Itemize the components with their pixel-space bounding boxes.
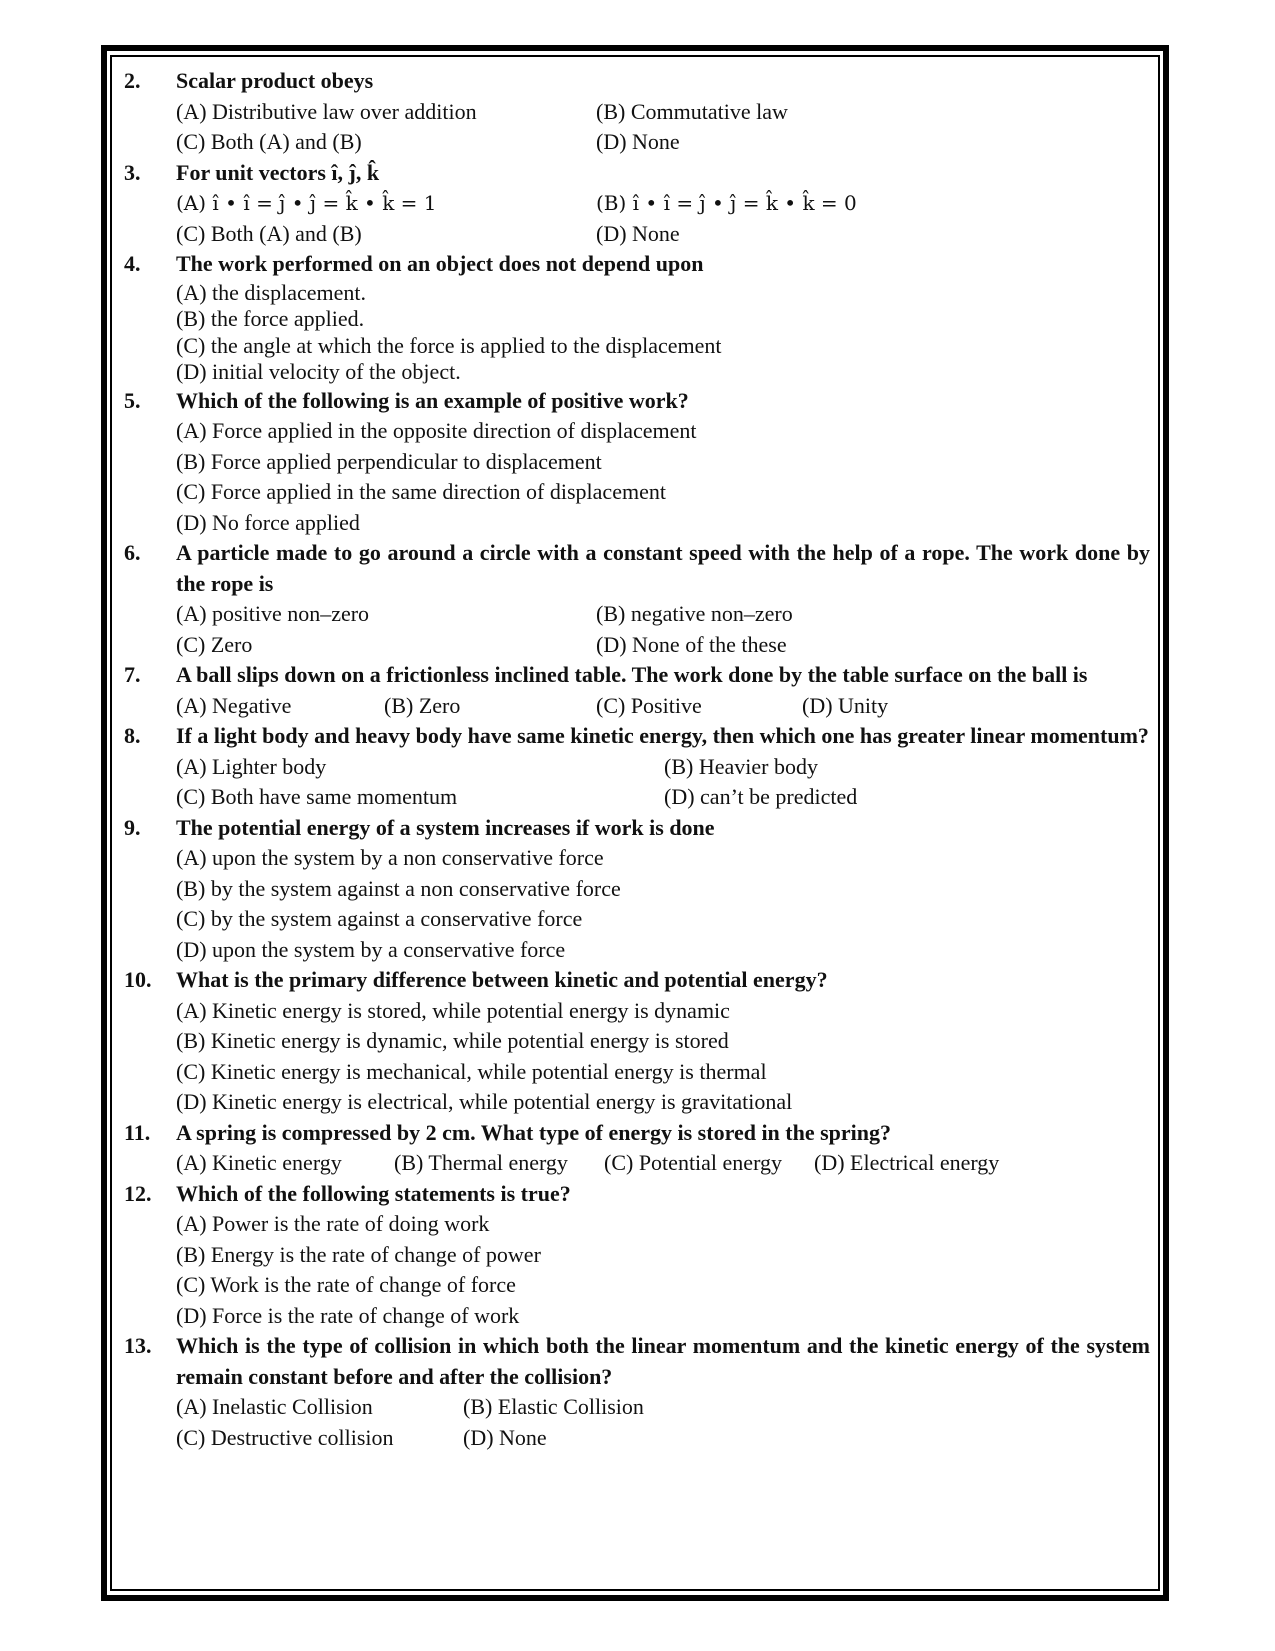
option-b: (B) Kinetic energy is dynamic, while potential energy is stored [176, 1028, 729, 1053]
question-number: 4. [124, 251, 141, 276]
option-b: (B) Thermal energy [394, 1150, 568, 1175]
option-b: (B) Heavier body [664, 753, 818, 779]
option-d: (D) Force is the rate of change of work [176, 1302, 520, 1328]
option-b: (B) negative non–zero [596, 601, 793, 626]
question-number: 8. [124, 723, 141, 748]
option-c: (C) Potential energy [604, 1150, 782, 1175]
question-stem: If a light body and heavy body have same kinetic energy, then which one has greater linear momentum? [176, 723, 1149, 748]
question-stem: The work performed on an object does not depend upon [176, 251, 704, 276]
option-b: (B) Elastic Collision [463, 1394, 644, 1419]
option-b: (B) the force applied. [176, 306, 365, 331]
option-b: (B) Zero [384, 692, 461, 718]
option-a: (A) î • î = ĵ • ĵ = k̂ • k̂ = 1 [176, 191, 437, 215]
question-number: 7. [124, 662, 141, 687]
option-d: (D) None of the these [596, 631, 787, 657]
question-4 [118, 249, 1150, 386]
question-number: 13. [124, 1333, 152, 1358]
option-d: (D) initial velocity of the object. [176, 359, 461, 384]
option-a: (A) Kinetic energy [176, 1150, 342, 1175]
question-stem: A spring is compressed by 2 cm. What type of energy is stored in the spring? [176, 1119, 892, 1145]
option-c: (C) Both (A) and (B) [176, 220, 362, 246]
option-d: (D) None [463, 1424, 547, 1450]
question-number: 11. [124, 1119, 151, 1145]
option-a: (A) Lighter body [176, 753, 327, 779]
option-a: (A) Distributive law over addition [176, 98, 477, 124]
option-c: (C) Kinetic energy is mechanical, while potential energy is thermal [176, 1058, 767, 1084]
question-13 [118, 1331, 1150, 1453]
option-c: (C) Both have same momentum [176, 784, 458, 809]
question-7 [118, 660, 1150, 721]
question-number: 2. [124, 68, 141, 93]
question-stem: For unit vectors î, ĵ, k̂ [176, 159, 380, 185]
question-stem: Which of the following statements is true? [176, 1180, 571, 1206]
option-b: (B) by the system against a non conservative force [176, 875, 621, 901]
option-d: (D) upon the system by a conservative force [176, 936, 566, 962]
option-a: (A) the displacement. [176, 279, 366, 305]
option-c: (C) Positive [596, 692, 702, 718]
option-c: (C) Destructive collision [176, 1424, 394, 1450]
option-d: (D) No force applied [176, 509, 360, 535]
question-number: 9. [124, 814, 141, 840]
option-c: (C) Force applied in the same direction of displacement [176, 479, 666, 504]
question-list [118, 66, 1150, 1453]
option-a: (A) Force applied in the opposite direction of displacement [176, 418, 697, 443]
question-stem: What is the primary difference between kinetic and potential energy? [176, 967, 828, 992]
question-stem: A particle made to go around a circle with a constant speed with the help of a rope. The work done by the rope is [176, 540, 1150, 596]
option-b: (B) î • î = ĵ • ĵ = k̂ • k̂ = 0 [596, 191, 857, 215]
question-stem: The potential energy of a system increases if work is done [176, 814, 715, 840]
option-d: (D) Kinetic energy is electrical, while potential energy is gravitational [176, 1089, 793, 1114]
option-b: (B) Force applied perpendicular to displacement [176, 448, 602, 474]
question-8 [118, 721, 1150, 813]
option-a: (A) Negative [176, 692, 292, 718]
question-number: 10. [124, 967, 152, 992]
question-stem: Which is the type of collision in which both the linear momentum and the kinetic energy of the system remain constant before and after the collision? [176, 1333, 1150, 1389]
question-stem: Scalar product obeys [176, 68, 374, 93]
option-d: (D) None [596, 220, 680, 246]
question-11 [118, 1118, 1150, 1179]
question-9 [118, 813, 1150, 966]
question-6 [118, 538, 1150, 660]
question-3 [118, 158, 1150, 250]
option-a: (A) Kinetic energy is stored, while potential energy is dynamic [176, 997, 730, 1023]
option-d: (D) Electrical energy [814, 1150, 1000, 1175]
question-stem: Which of the following is an example of positive work? [176, 387, 689, 413]
option-a: (A) upon the system by a non conservative force [176, 845, 604, 870]
question-stem: A ball slips down on a frictionless inclined table. The work done by the table surface on the ball is [176, 662, 1088, 687]
option-c: (C) the angle at which the force is applied to the displacement [176, 332, 722, 358]
option-c: (C) by the system against a conservative force [176, 906, 583, 931]
option-c: (C) Zero [176, 631, 253, 657]
question-12 [118, 1179, 1150, 1332]
option-d: (D) None [596, 129, 680, 154]
option-c: (C) Both (A) and (B) [176, 129, 362, 154]
option-b: (B) Commutative law [596, 98, 788, 124]
option-a: (A) Power is the rate of doing work [176, 1211, 490, 1236]
option-a: (A) positive non–zero [176, 601, 370, 626]
option-a: (A) Inelastic Collision [176, 1394, 373, 1419]
question-number: 5. [124, 387, 141, 413]
question-2 [118, 66, 1150, 158]
question-number: 6. [124, 540, 141, 565]
option-d: (D) Unity [802, 692, 889, 718]
option-c: (C) Work is the rate of change of force [176, 1272, 516, 1297]
option-d: (D) can’t be predicted [664, 784, 858, 809]
question-number: 12. [124, 1180, 152, 1206]
option-b: (B) Energy is the rate of change of power [176, 1241, 541, 1267]
question-5 [118, 386, 1150, 539]
question-number: 3. [124, 159, 141, 185]
question-10 [118, 965, 1150, 1118]
